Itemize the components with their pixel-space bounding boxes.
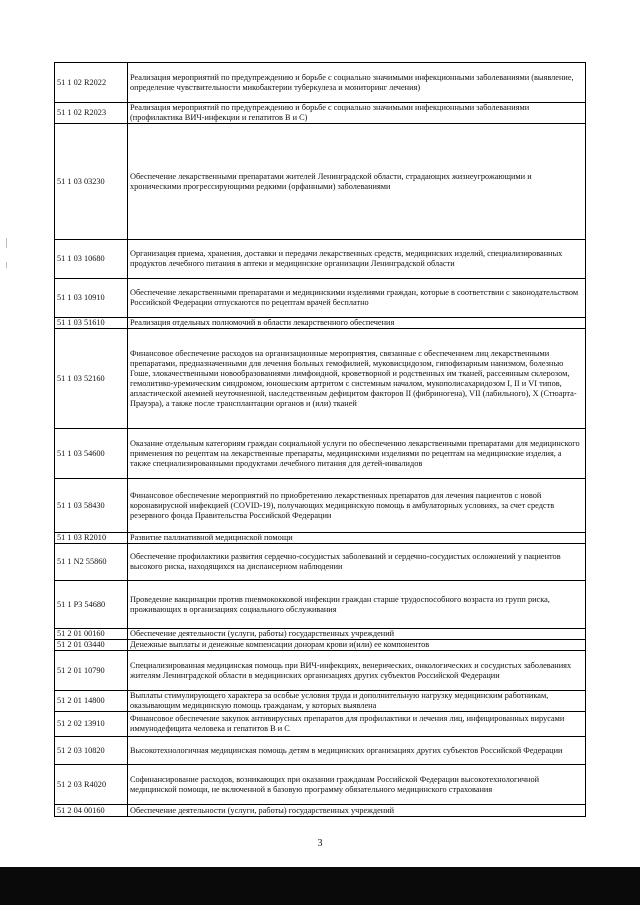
table-row bbox=[55, 63, 586, 103]
row-name: Обеспечение профилактики развития сердечно-сосудистых заболеваний и сердечно-сосудистых осложнений у пациентов высокого риска, находящихся на диспансерном наблюдении bbox=[128, 544, 586, 581]
row-name: Реализация мероприятий по предупреждению и борьбе с социально значимыми инфекционными заболеваниями (профилактика ВИЧ-инфекции и гепатитов В и С) bbox=[128, 103, 586, 124]
table-row bbox=[55, 533, 586, 544]
scan-artifact-mark bbox=[6, 238, 7, 248]
table-row bbox=[55, 544, 586, 581]
table-row bbox=[55, 240, 586, 279]
table-row bbox=[55, 581, 586, 629]
row-code: 51 2 01 03440 bbox=[55, 640, 128, 651]
row-code: 51 1 03 58430 bbox=[55, 479, 128, 533]
row-code: 51 1 02 R2022 bbox=[55, 63, 128, 103]
row-code: 51 2 01 14800 bbox=[55, 691, 128, 712]
row-name: Реализация отдельных полномочий в области лекарственного обеспечения bbox=[128, 318, 586, 329]
row-code: 51 2 01 10790 bbox=[55, 651, 128, 691]
table-row bbox=[55, 479, 586, 533]
table-row bbox=[55, 712, 586, 737]
row-code: 51 1 03 03230 bbox=[55, 124, 128, 240]
budget-table-body bbox=[55, 63, 586, 817]
row-code: 51 1 N2 55860 bbox=[55, 544, 128, 581]
row-name: Реализация мероприятий по предупреждению и борьбе с социально значимыми инфекционными заболеваниями (выявление, определение чувствительности микобактерии туберкулеза и мониторинг лечения) bbox=[128, 63, 586, 103]
row-name: Финансовое обеспечение закупок антивирусных препаратов для профилактики и лечения лиц, инфицированных вирусами иммунодефицита человека и гепатитов В и С bbox=[128, 712, 586, 737]
row-code: 51 2 02 13910 bbox=[55, 712, 128, 737]
row-name: Обеспечение деятельности (услуги, работы) государственных учреждений bbox=[128, 805, 586, 817]
table-row bbox=[55, 279, 586, 318]
table-row bbox=[55, 103, 586, 124]
row-code: 51 2 04 00160 bbox=[55, 805, 128, 817]
table-row bbox=[55, 765, 586, 805]
row-name: Денежные выплаты и денежные компенсации донорам крови и(или) ее компонентов bbox=[128, 640, 586, 651]
row-name: Развитие паллиативной медицинской помощи bbox=[128, 533, 586, 544]
row-name: Проведение вакцинации против пневмококковой инфекции граждан старше трудоспособного возраста из групп риска, проживающих в организациях социального обслуживания bbox=[128, 581, 586, 629]
row-code: 51 1 03 R2010 bbox=[55, 533, 128, 544]
page-number: 3 bbox=[317, 838, 323, 849]
row-code: 51 2 03 10820 bbox=[55, 737, 128, 765]
row-name: Обеспечение деятельности (услуги, работы) государственных учреждений bbox=[128, 629, 586, 640]
table-row bbox=[55, 629, 586, 640]
scan-artifact-mark bbox=[6, 262, 7, 268]
row-code: 51 1 03 10680 bbox=[55, 240, 128, 279]
row-code: 51 1 P3 54680 bbox=[55, 581, 128, 629]
table-row bbox=[55, 318, 586, 329]
row-name: Оказание отдельным категориям граждан социальной услуги по обеспечению лекарственными препаратами для медицинского применения по рецептам на лекарственные препараты, медицинскими изделиями по рецептам на медицинские изделия, а также специализированными продуктами лечебного питания для детей-инвалидов bbox=[128, 429, 586, 479]
row-name: Выплаты стимулирующего характера за особые условия труда и дополнительную нагрузку медицинским работникам, оказывающим медицинскую помощь гражданам, у которых выявлена bbox=[128, 691, 586, 712]
budget-table bbox=[54, 62, 586, 817]
scan-bottom-border bbox=[0, 867, 640, 905]
row-name: Специализированная медицинская помощь при ВИЧ-инфекциях, венерических, онкологических и сосудистых заболеваниях жителям Ленинградской области в медицинских организациях других субъектов Российской Федерации bbox=[128, 651, 586, 691]
row-code: 51 1 03 10910 bbox=[55, 279, 128, 318]
table-row bbox=[55, 124, 586, 240]
table-row bbox=[55, 329, 586, 429]
row-code: 51 2 01 00160 bbox=[55, 629, 128, 640]
row-code: 51 2 03 R4020 bbox=[55, 765, 128, 805]
row-code: 51 1 03 54600 bbox=[55, 429, 128, 479]
row-code: 51 1 02 R2023 bbox=[55, 103, 128, 124]
row-code: 51 1 03 51610 bbox=[55, 318, 128, 329]
row-code: 51 1 03 52160 bbox=[55, 329, 128, 429]
table-row bbox=[55, 805, 586, 817]
table-row bbox=[55, 691, 586, 712]
row-name: Обеспечение лекарственными препаратами и медицинскими изделиями граждан, которые в соответствии с законодательством Российской Федерации отпускаются по рецептам врачей бесплатно bbox=[128, 279, 586, 318]
table-row bbox=[55, 651, 586, 691]
row-name: Высокотехнологичная медицинская помощь детям в медицинских организациях других субъектов Российской Федерации bbox=[128, 737, 586, 765]
table-row bbox=[55, 640, 586, 651]
row-name: Обеспечение лекарственными препаратами жителей Ленинградской области, страдающих жизнеугрожающими и хроническими прогрессирующими редкими (орфанными) заболеваниями bbox=[128, 124, 586, 240]
table-row bbox=[55, 429, 586, 479]
row-name: Финансовое обеспечение мероприятий по приобретению лекарственных препаратов для лечения пациентов с новой коронавирусной инфекцией (COVID-19), получающих медицинскую помощь в амбулаторных условиях, за счет средств резервного фонда Правительства Российской Федерации bbox=[128, 479, 586, 533]
table-row bbox=[55, 737, 586, 765]
row-name: Организация приема, хранения, доставки и передачи лекарственных средств, медицинских изделий, специализированных продуктов лечебного питания в аптеки и медицинские организации Ленинградской области bbox=[128, 240, 586, 279]
row-name: Финансовое обеспечение расходов на организационные мероприятия, связанные с обеспечением лиц лекарственными препаратами, предназначенными для лечения больных гемофилией, муковисцидозом, гипофизарным нанизмом, болезнью Гоше, злокачественными новообразованиями лимфоидной, кроветворной и родственных им тканей, рассеянным склерозом, гемолитико-уремическим синдромом, юношеским артритом с системным началом, мукополисахаридозом I, II и VI типов, апластической анемией неуточненной, наследственным дефицитом факторов II (фибриногена), VII (лабильного), X (Стюарта-Прауэра), а также после трансплантации органов и (или) тканей bbox=[128, 329, 586, 429]
row-name: Софинансирование расходов, возникающих при оказании гражданам Российской Федерации высокотехнологичной медицинской помощи, не включенной в базовую программу обязательного медицинского страхования bbox=[128, 765, 586, 805]
